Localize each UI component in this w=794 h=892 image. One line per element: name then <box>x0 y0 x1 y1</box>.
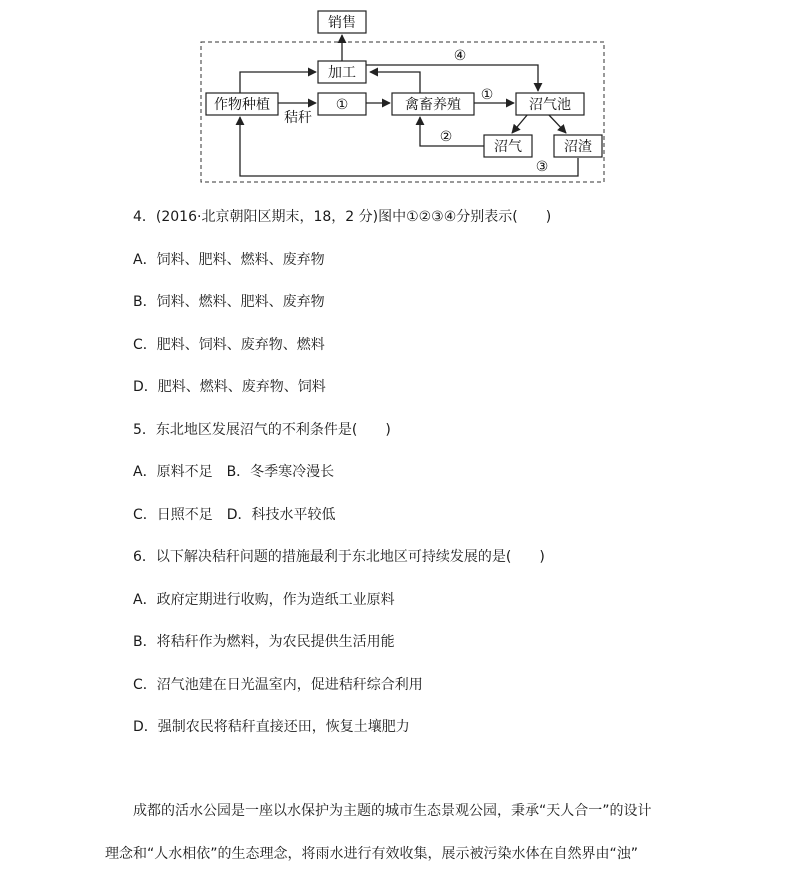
node-circle1: ① <box>335 97 349 113</box>
question-6-option-b: B．将秸秆作为燃料，为农民提供生活用能 <box>133 634 395 650</box>
question-4-option-a: A．饲料、肥料、燃料、废弃物 <box>133 252 325 268</box>
label-arrow2: ② <box>439 129 453 145</box>
node-livestock: 禽畜养殖 <box>405 97 461 113</box>
question-5-options-ab: A．原料不足 B．冬季寒冷漫长 <box>133 464 335 480</box>
question-6-option-a: A．政府定期进行收购，作为造纸工业原料 <box>133 592 395 608</box>
label-straw: 秸秆 <box>284 110 312 126</box>
node-biogas: 沼气 <box>494 139 522 155</box>
label-arrow3: ③ <box>535 159 549 175</box>
node-biogas-pool: 沼气池 <box>529 97 571 113</box>
question-5-options-cd: C．日照不足 D．科技水平较低 <box>133 507 336 523</box>
label-arrow4: ④ <box>453 48 467 64</box>
arrow-pool-to-biogas <box>512 114 528 133</box>
node-sales: 销售 <box>328 15 356 31</box>
question-4-option-d: D．肥料、燃料、废弃物、饲料 <box>133 379 326 395</box>
node-crop-planting: 作物种植 <box>214 97 270 113</box>
question-6-stem: 6．以下解决秸秆问题的措施最利于东北地区可持续发展的是( ) <box>133 549 545 565</box>
question-6-option-c: C．沼气池建在日光温室内，促进秸秆综合利用 <box>133 677 423 693</box>
arrow-livestock-to-processing <box>370 72 420 93</box>
passage-line-2: 理念和“人水相依”的生态理念，将雨水进行有效收集，展示被污染水体在自然界由“浊” <box>105 846 639 862</box>
question-4-option-c: C．肥料、饲料、废弃物、燃料 <box>133 337 325 353</box>
question-5-stem: 5．东北地区发展沼气的不利条件是( ) <box>133 422 391 438</box>
arrow-processing-to-biogas-pool <box>366 65 538 91</box>
arrow-pool-to-residue <box>548 114 566 133</box>
passage-line-1: 成都的活水公园是一座以水保护为主题的城市生态景观公园，秉承“天人合一”的设计 <box>133 803 652 819</box>
question-4-stem: 4．(2016·北京朝阳区期末，18，2 分)图中①②③④分别表示( ) <box>133 209 552 225</box>
label-arrow1: ① <box>480 87 494 103</box>
node-processing: 加工 <box>328 65 356 81</box>
question-4-option-b: B．饲料、燃料、肥料、废弃物 <box>133 294 325 310</box>
agricultural-cycle-diagram <box>0 0 794 200</box>
question-6-option-d: D．强制农民将秸秆直接还田，恢复土壤肥力 <box>133 719 410 735</box>
arrow-crop-to-processing <box>240 72 316 93</box>
node-biogas-residue: 沼渣 <box>564 139 592 155</box>
